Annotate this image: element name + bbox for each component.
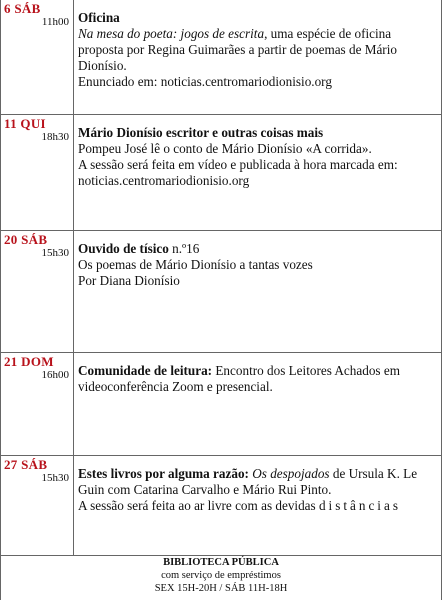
event-content — [78, 125, 436, 189]
event-content — [78, 241, 436, 289]
event-date: 20 SÁB — [4, 232, 48, 247]
event-title: Ouvido de tísico — [78, 241, 169, 256]
library-name: BIBLIOTECA PÚBLICA — [163, 557, 279, 568]
event-text-b: de Ursula K. Le Guin com Catarina Carvalho e Mário Rui Pinto. — [78, 466, 418, 497]
event-note-spaced: distâncias — [318, 498, 401, 513]
event-date: 27 SÁB — [4, 457, 48, 472]
event-title-line — [78, 466, 436, 498]
event-title-line — [78, 241, 436, 257]
event-time: 15h30 — [41, 472, 69, 484]
library-service: com serviço de empréstimos — [161, 570, 281, 581]
event-row — [0, 0, 442, 114]
event-title-rest: n.º16 — [168, 241, 200, 256]
event-link-line: A sessão será feita em vídeo e publicada à hora marcada em: noticias.centromariodionisio.org — [78, 157, 398, 188]
event-time: 16h00 — [41, 369, 69, 381]
event-row — [0, 353, 442, 455]
event-description-italic: Na mesa do poeta: jogos de escrita — [78, 26, 265, 41]
event-description — [78, 26, 436, 74]
event-row — [0, 115, 442, 230]
event-title: Estes livros por alguma razão: — [78, 466, 249, 481]
event-note-text: A sessão será feita ao ar livre com as devidas — [78, 498, 319, 513]
event-description: Os poemas de Mário Dionísio a tantas vozes — [78, 257, 313, 272]
event-content — [78, 10, 436, 90]
event-time: 11h00 — [41, 16, 69, 28]
event-date: 6 SÁB — [4, 1, 41, 16]
event-date: 21 DOM — [4, 354, 54, 369]
event-description-rest: , uma espécie de oficina proposta por Regina Guimarães a partir de poemas de Mário Dionísio. — [78, 26, 397, 73]
event-time: 15h30 — [41, 247, 69, 259]
event-row — [0, 231, 442, 352]
event-title-rest: Encontro dos Leitores Achados em videoconferência Zoom e presencial. — [78, 363, 400, 394]
event-book-title: Os despojados — [252, 466, 330, 481]
event-content — [78, 466, 436, 514]
event-row — [0, 456, 442, 555]
event-link-line: Enunciado em: noticias.centromariodionisio.org — [78, 74, 332, 89]
event-title-line — [78, 363, 436, 395]
event-content — [78, 363, 436, 395]
event-date: 11 QUI — [4, 116, 46, 131]
event-time: 18h30 — [41, 131, 69, 143]
library-footer — [0, 556, 442, 595]
event-credit: Por Diana Dionísio — [78, 273, 180, 288]
library-hours: SEX 15H-20H / SÁB 11H-18H — [154, 583, 288, 594]
event-title: Mário Dionísio escritor e outras coisas mais — [78, 125, 324, 140]
event-note — [78, 498, 436, 514]
event-description: Pompeu José lê o conto de Mário Dionísio «A corrida». — [78, 141, 372, 156]
event-title: Comunidade de leitura: — [78, 363, 213, 378]
event-title: Oficina — [78, 10, 120, 25]
